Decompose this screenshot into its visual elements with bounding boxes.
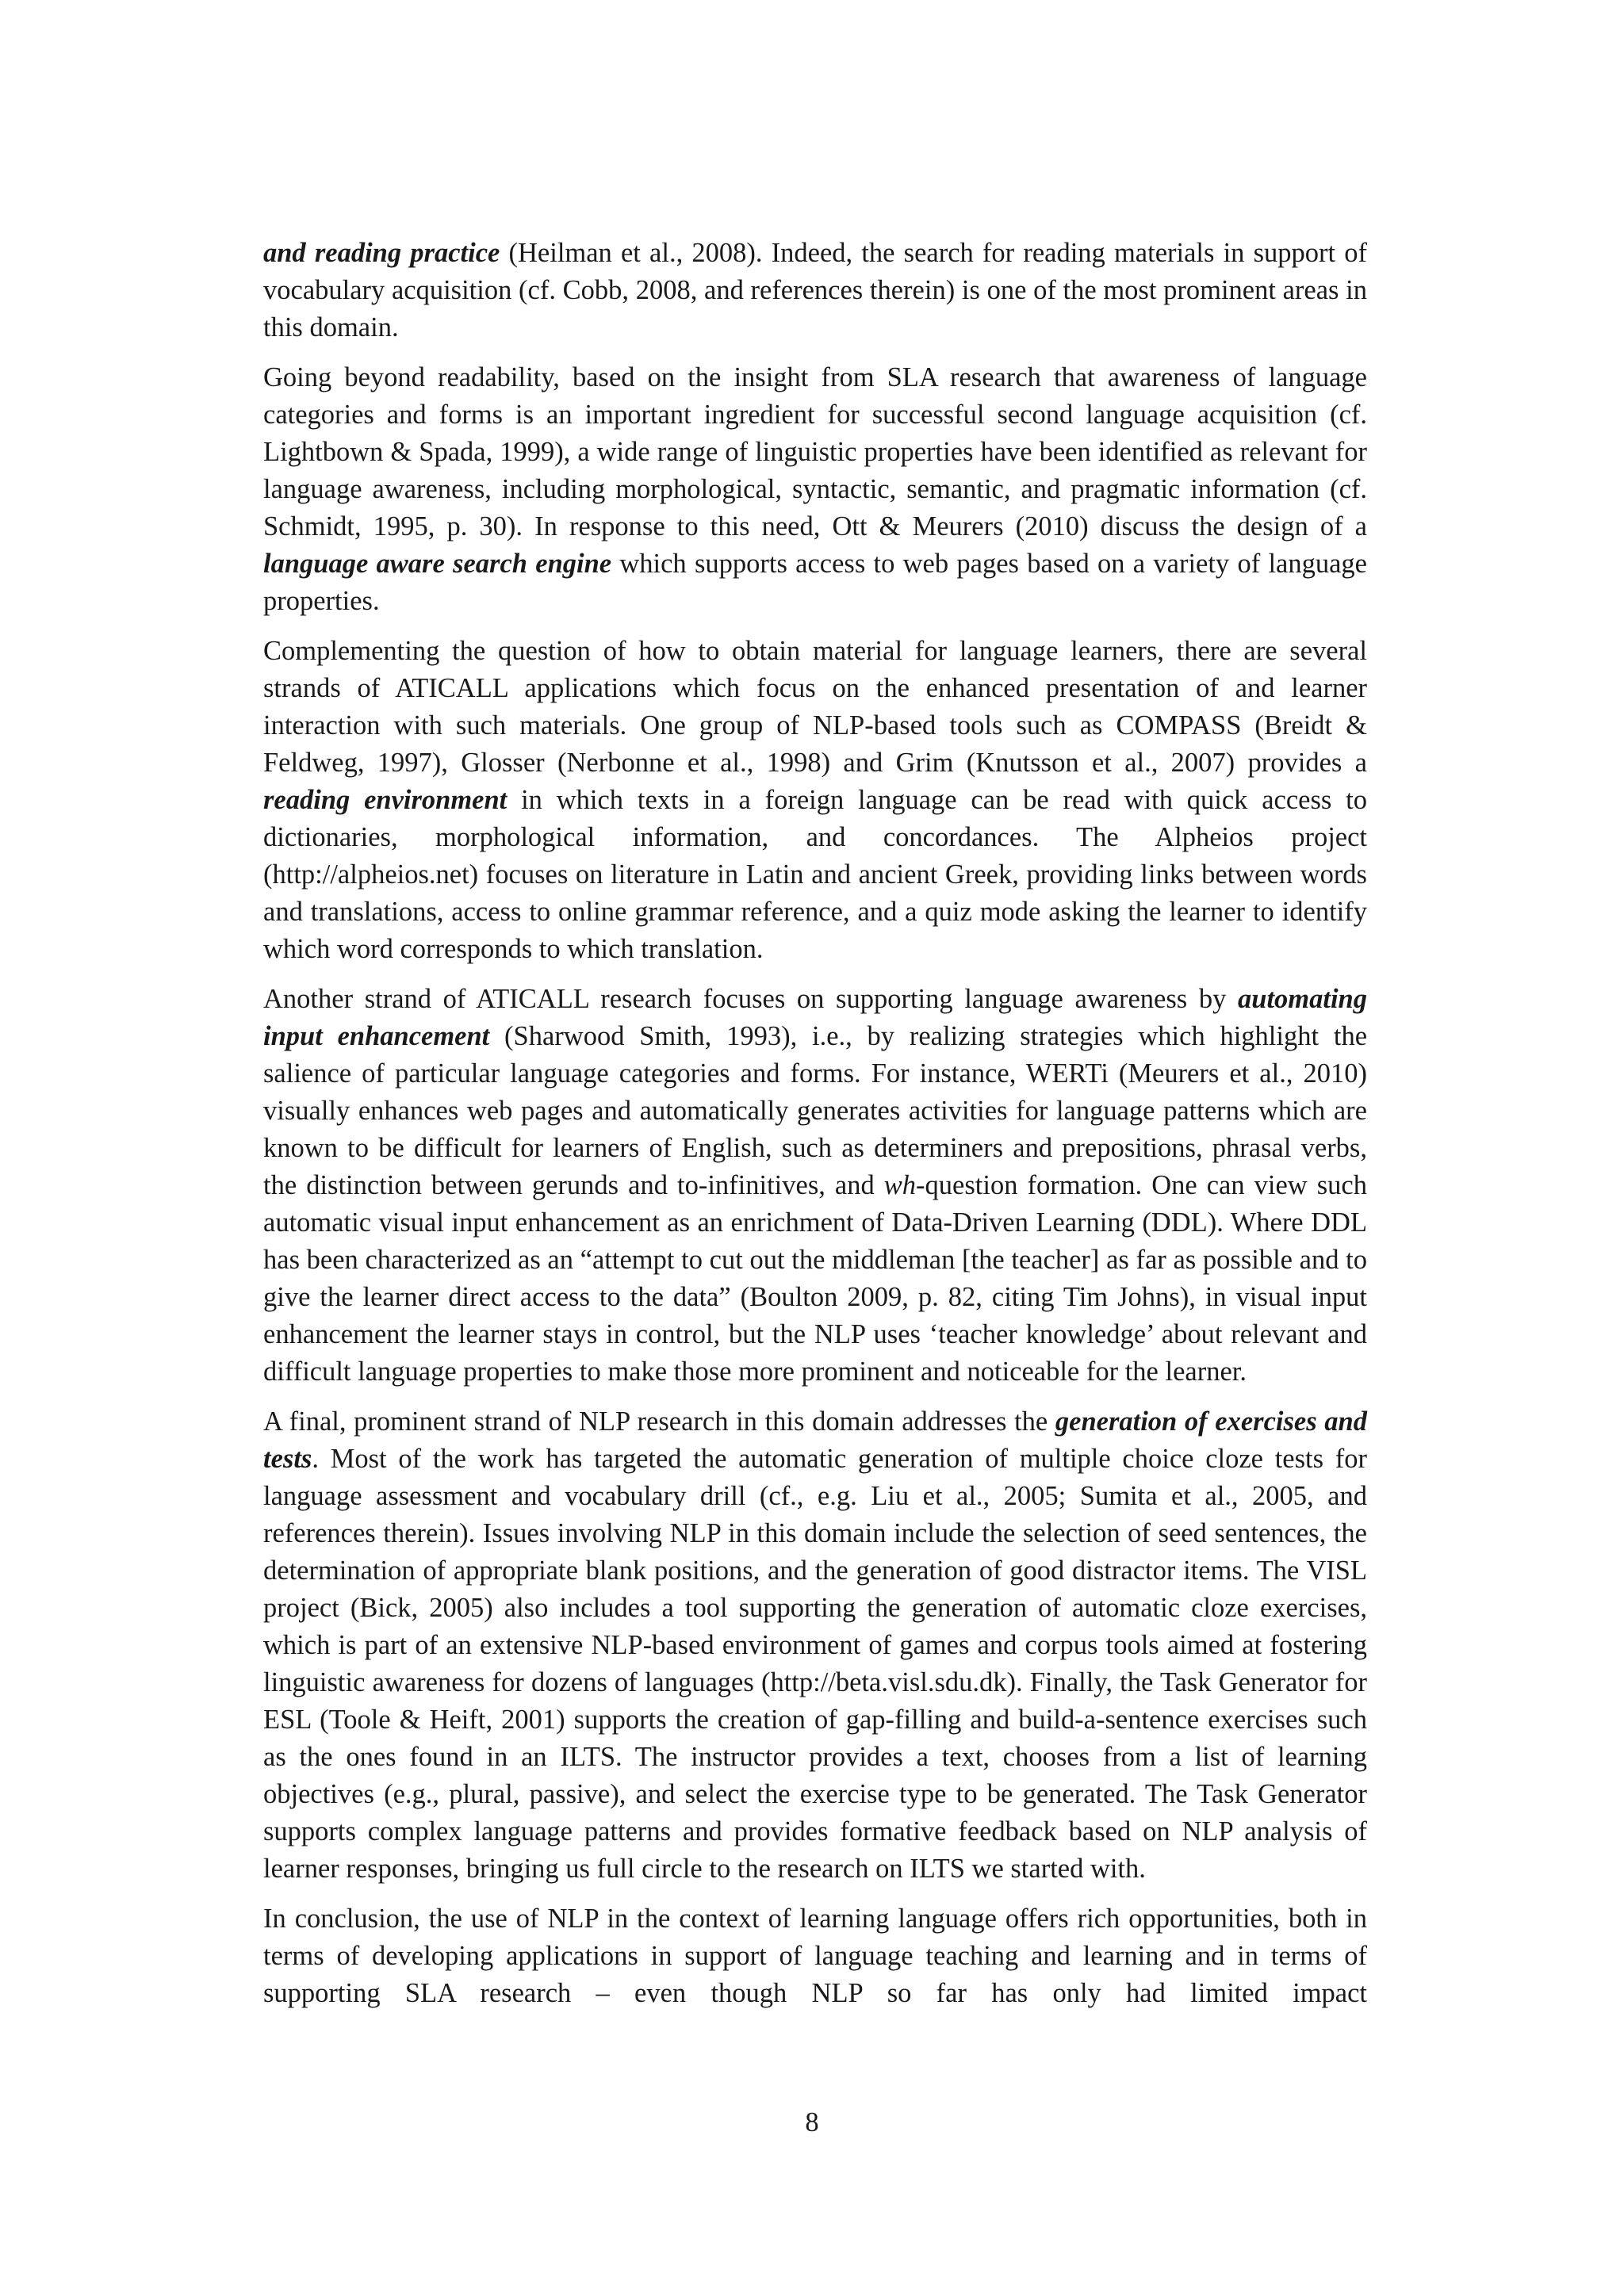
- text-run: (Sharwood Smith, 1993), i.e., by realizing strategies which highlight the salience of particular language categories and forms. For instance, WERTi (Meurers et al., 2010) visually enhances web pages and automatically generates activities for language patterns which are known to be difficult for learners of English, such as determiners and prepositions, phrasal verbs, the distinction between gerunds and to-infinitives, and: [263, 1021, 1368, 1200]
- emphasized-term: generation of exercises and tests: [263, 1406, 1367, 1474]
- emphasized-term: language aware search engine: [263, 549, 612, 579]
- text-run: Complementing the question of how to obtain material for language learners, there are several strands of ATICALL applications which focus on the enhanced presentation of and learner interaction with such materials. One group of NLP-based tools such as COMPASS (Breidt & Feldweg, 1997), Glosser (Nerbonne et al., 1998) and Grim (Knutsson et al., 2007) provides a: [263, 636, 1367, 778]
- page-body: [263, 235, 1367, 2025]
- paragraph-exercise-generation: [263, 1403, 1367, 1888]
- paragraph-input-enhancement: [263, 981, 1367, 1391]
- paragraph-language-aware-search: [263, 359, 1367, 620]
- italic-text: wh: [883, 1170, 917, 1200]
- emphasized-term: and reading practice: [263, 238, 500, 268]
- paragraph-reading-environment: [263, 633, 1367, 968]
- paragraph-conclusion: [263, 1900, 1367, 2012]
- emphasized-term: automating input enhancement: [263, 984, 1367, 1051]
- text-run: In conclusion, the use of NLP in the context of learning language offers rich opportunities, both in terms of developing applications in support of language teaching and learning and in terms of supporting SLA research – even though NLP so far has only had limited impact: [263, 1904, 1367, 2008]
- text-run: in which texts in a foreign language can be read with quick access to dictionaries, morphological information, and concordances. The Alpheios project (http://alpheios.net) focuses on literature in Latin and ancient Greek, providing links between words and translations, access to online grammar reference, and a quiz mode asking the learner to identify which word corresponds to which translation.: [263, 785, 1367, 964]
- text-run: A final, prominent strand of NLP research in this domain addresses the: [263, 1406, 1055, 1437]
- page-number: 8: [805, 2107, 819, 2137]
- text-run: Going beyond readability, based on the insight from SLA research that awareness of language categories and forms is an important ingredient for successful second language acquisition (cf. Lightbown & Spada, 1999), a wide range of linguistic properties have been identified as relevant for language awareness, including morphological, syntactic, semantic, and pragmatic information (cf. Schmidt, 1995, p. 30). In response to this need, Ott & Meurers (2010) discuss the design of a: [263, 362, 1367, 541]
- text-run: Another strand of ATICALL research focuses on supporting language awareness by: [263, 984, 1239, 1014]
- text-run: -question formation. One can view such automatic visual input enhancement as an enrichment of Data-Driven Learning (DDL). Where DDL has been characterized as an “attempt to cut out the middleman [the teacher] as far as possible and to give the learner direct access to the data” (Boulton 2009, p. 82, citing Tim Johns), in visual input enhancement the learner stays in control, but the NLP uses ‘teacher knowledge’ about relevant and difficult language properties to make those more prominent and noticeable for the learner.: [263, 1170, 1367, 1387]
- text-run: which supports access to web pages based on a variety of language properties.: [263, 549, 1367, 616]
- text-run: . Most of the work has targeted the automatic generation of multiple choice cloze tests for language assessment and vocabulary drill (cf., e.g. Liu et al., 2005; Sumita et al., 2005, and references therein). Issues involving NLP in this domain include the selection of seed sentences, the determination of appropriate blank positions, and the generation of good distractor items. The VISL project (Bick, 2005) also includes a tool supporting the generation of automatic cloze exercises, which is part of an extensive NLP-based environment of games and corpus tools aimed at fostering linguistic awareness for dozens of languages (http://beta.visl.sdu.dk). Finally, the Task Generator for ESL (Toole & Heift, 2001) supports the creation of gap-filling and build-a-sentence exercises such as the ones found in an ILTS. The instructor provides a text, chooses from a list of learning objectives (e.g., plural, passive), and select the exercise type to be generated. The Task Generator supports complex language patterns and provides formative feedback based on NLP analysis of learner responses, bringing us full circle to the research on ILTS we started with.: [263, 1444, 1367, 1884]
- paragraph-reading-practice: [263, 235, 1367, 346]
- text-run: (Heilman et al., 2008). Indeed, the search for reading materials in support of vocabulary acquisition (cf. Cobb, 2008, and references therein) is one of the most prominent areas in this domain.: [263, 238, 1367, 342]
- emphasized-term: reading environment: [263, 785, 508, 815]
